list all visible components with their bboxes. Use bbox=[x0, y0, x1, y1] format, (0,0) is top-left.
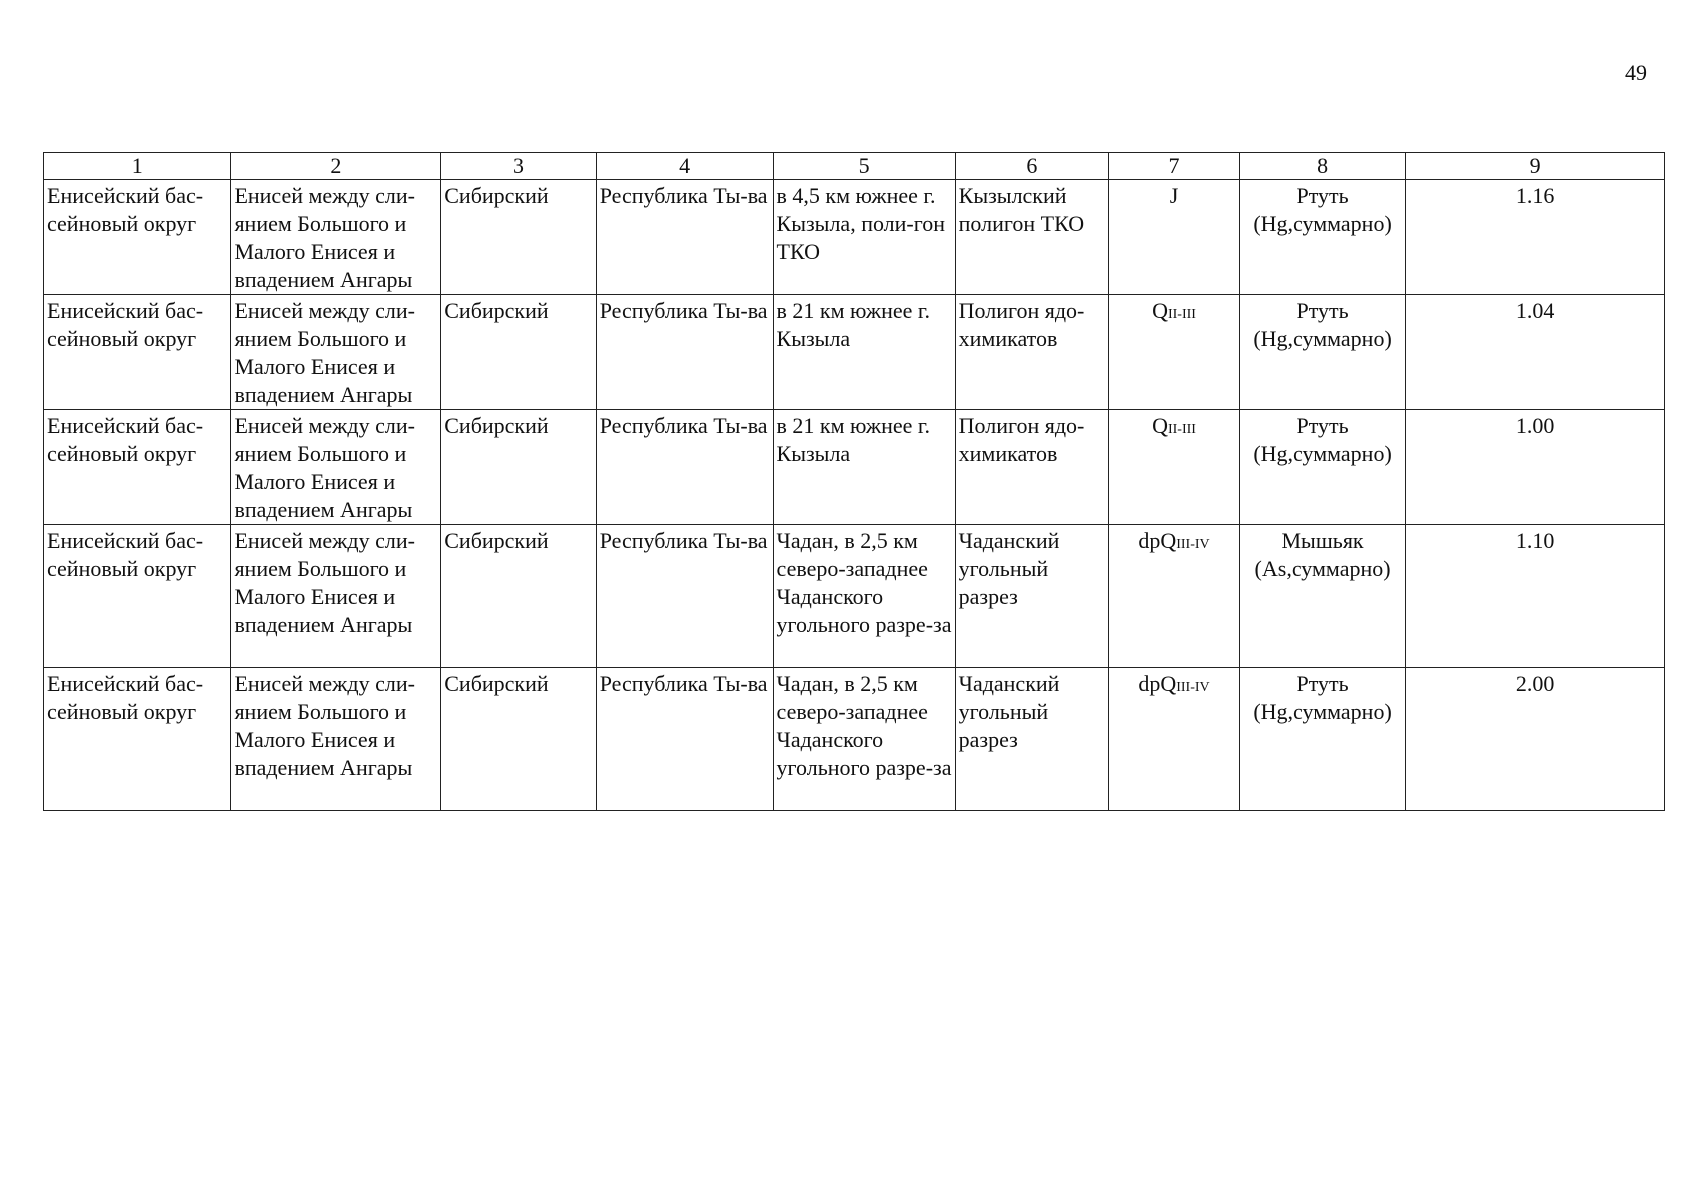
header-row bbox=[44, 153, 1665, 180]
substance-cell: Ртуть (Hg,суммарно) bbox=[1240, 668, 1406, 811]
basin-district-cell: Енисейский бас-сейновый округ bbox=[44, 525, 231, 668]
basin-district-cell: Енисейский бас-сейновый округ bbox=[44, 295, 231, 410]
location-cell: Чадан, в 2,5 км северо-западнее Чаданского угольного разре-за bbox=[773, 525, 955, 668]
column-header: 2 bbox=[231, 153, 441, 180]
federal-district-cell: Сибирский bbox=[441, 525, 596, 668]
river-section-cell: Енисей между сли-янием Большого и Малого Енисея и впадением Ангары bbox=[231, 410, 441, 525]
river-section-cell: Енисей между сли-янием Большого и Малого Енисея и впадением Ангары bbox=[231, 180, 441, 295]
basin-district-cell: Енисейский бас-сейновый округ bbox=[44, 410, 231, 525]
region-cell: Республика Ты-ва bbox=[596, 295, 773, 410]
object-cell: Чаданский угольный разрез bbox=[955, 525, 1108, 668]
substance-cell: Ртуть (Hg,суммарно) bbox=[1240, 295, 1406, 410]
column-header: 1 bbox=[44, 153, 231, 180]
value-cell: 1.10 bbox=[1406, 525, 1665, 668]
region-cell: Республика Ты-ва bbox=[596, 180, 773, 295]
table-row bbox=[44, 295, 1665, 410]
location-cell: в 21 км южнее г. Кызыла bbox=[773, 410, 955, 525]
column-header: 3 bbox=[441, 153, 596, 180]
substance-cell: Мышьяк (As,суммарно) bbox=[1240, 525, 1406, 668]
column-header: 9 bbox=[1406, 153, 1665, 180]
object-cell: Чаданский угольный разрез bbox=[955, 668, 1108, 811]
object-cell: Полигон ядо-химикатов bbox=[955, 410, 1108, 525]
region-cell: Республика Ты-ва bbox=[596, 525, 773, 668]
page-number: 49 bbox=[1625, 60, 1647, 85]
table-row bbox=[44, 410, 1665, 525]
index-cell bbox=[1109, 295, 1240, 410]
federal-district-cell: Сибирский bbox=[441, 180, 596, 295]
substance-cell: Ртуть (Hg,суммарно) bbox=[1240, 410, 1406, 525]
value-cell: 1.04 bbox=[1406, 295, 1665, 410]
region-cell: Республика Ты-ва bbox=[596, 410, 773, 525]
column-header: 6 bbox=[955, 153, 1108, 180]
location-cell: в 4,5 км южнее г. Кызыла, поли-гон ТКО bbox=[773, 180, 955, 295]
object-cell: Полигон ядо-химикатов bbox=[955, 295, 1108, 410]
substance-cell: Ртуть (Hg,суммарно) bbox=[1240, 180, 1406, 295]
location-cell: в 21 км южнее г. Кызыла bbox=[773, 295, 955, 410]
index-sub: II-III bbox=[1167, 307, 1196, 322]
column-header: 5 bbox=[773, 153, 955, 180]
table-row bbox=[44, 525, 1665, 668]
federal-district-cell: Сибирский bbox=[441, 410, 596, 525]
index-main: J bbox=[1169, 183, 1179, 208]
federal-district-cell: Сибирский bbox=[441, 668, 596, 811]
river-section-cell: Енисей между сли-янием Большого и Малого Енисея и впадением Ангары bbox=[231, 295, 441, 410]
column-header: 7 bbox=[1109, 153, 1240, 180]
object-cell: Кызылский полигон ТКО bbox=[955, 180, 1108, 295]
index-cell bbox=[1109, 410, 1240, 525]
location-cell: Чадан, в 2,5 км северо-западнее Чаданского угольного разре-за bbox=[773, 668, 955, 811]
basin-district-cell: Енисейский бас-сейновый округ bbox=[44, 668, 231, 811]
index-main: dpQ bbox=[1138, 671, 1177, 696]
region-cell: Республика Ты-ва bbox=[596, 668, 773, 811]
index-cell bbox=[1109, 668, 1240, 811]
river-section-cell: Енисей между сли-янием Большого и Малого Енисея и впадением Ангары bbox=[231, 525, 441, 668]
data-table bbox=[43, 152, 1665, 811]
index-sub: III-IV bbox=[1176, 537, 1210, 552]
index-main: dpQ bbox=[1138, 528, 1177, 553]
basin-district-cell: Енисейский бас-сейновый округ bbox=[44, 180, 231, 295]
federal-district-cell: Сибирский bbox=[441, 295, 596, 410]
index-sub: II-III bbox=[1167, 422, 1196, 437]
index-main: Q bbox=[1152, 298, 1168, 323]
index-sub: III-IV bbox=[1176, 680, 1210, 695]
table-row bbox=[44, 180, 1665, 295]
index-cell bbox=[1109, 180, 1240, 295]
index-main: Q bbox=[1152, 413, 1168, 438]
column-header: 4 bbox=[596, 153, 773, 180]
column-header: 8 bbox=[1240, 153, 1406, 180]
index-cell bbox=[1109, 525, 1240, 668]
value-cell: 1.00 bbox=[1406, 410, 1665, 525]
value-cell: 2.00 bbox=[1406, 668, 1665, 811]
table-row bbox=[44, 668, 1665, 811]
value-cell: 1.16 bbox=[1406, 180, 1665, 295]
river-section-cell: Енисей между сли-янием Большого и Малого Енисея и впадением Ангары bbox=[231, 668, 441, 811]
